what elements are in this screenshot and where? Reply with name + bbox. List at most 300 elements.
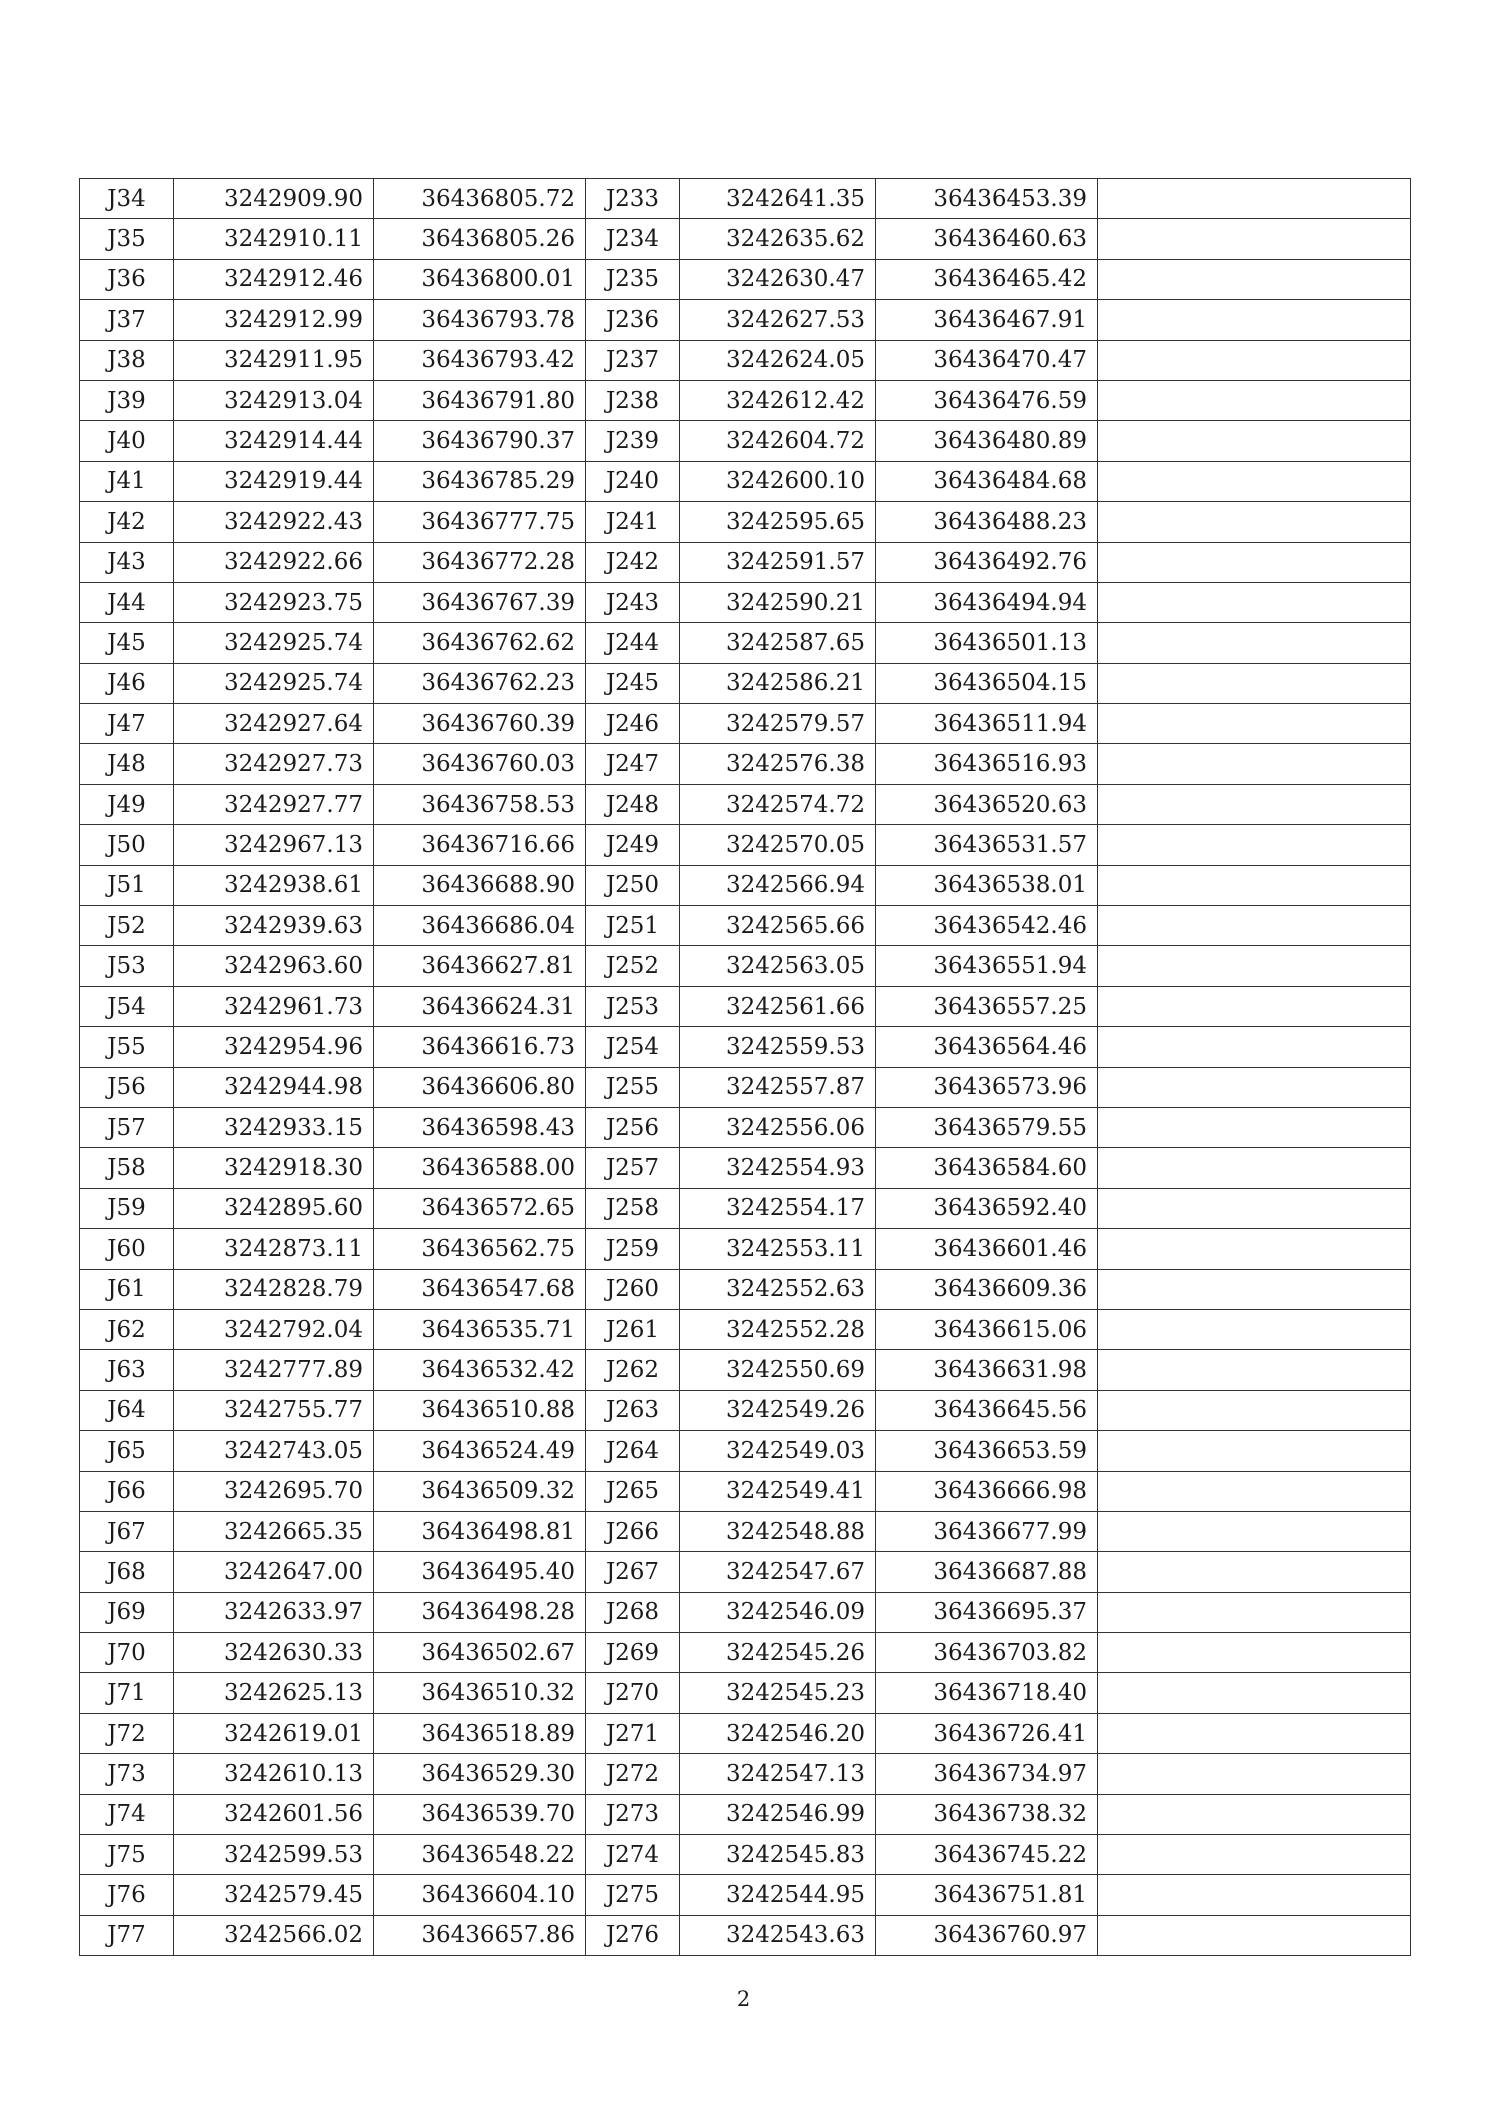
empty-cell <box>1098 380 1411 420</box>
y-coordinate-cell: 36436539.70 <box>374 1794 586 1834</box>
x-coordinate-cell: 3242914.44 <box>174 421 374 461</box>
x-coordinate-cell: 3242599.53 <box>174 1835 374 1875</box>
y-coordinate-cell: 36436492.76 <box>876 542 1098 582</box>
empty-cell <box>1098 1148 1411 1188</box>
y-coordinate-cell: 36436516.93 <box>876 744 1098 784</box>
x-coordinate-cell: 3242544.95 <box>680 1875 876 1915</box>
point-id-cell: J262 <box>586 1350 680 1390</box>
table-row <box>80 986 1411 1026</box>
table-row <box>80 1309 1411 1349</box>
point-id-cell: J57 <box>80 1107 174 1147</box>
y-coordinate-cell: 36436606.80 <box>374 1067 586 1107</box>
y-coordinate-cell: 36436653.59 <box>876 1431 1098 1471</box>
y-coordinate-cell: 36436726.41 <box>876 1713 1098 1753</box>
point-id-cell: J235 <box>586 259 680 299</box>
point-id-cell: J55 <box>80 1027 174 1067</box>
empty-cell <box>1098 1350 1411 1390</box>
empty-cell <box>1098 1269 1411 1309</box>
table-row <box>80 784 1411 824</box>
empty-cell <box>1098 744 1411 784</box>
x-coordinate-cell: 3242627.53 <box>680 300 876 340</box>
y-coordinate-cell: 36436688.90 <box>374 865 586 905</box>
x-coordinate-cell: 3242925.74 <box>174 663 374 703</box>
coordinate-table <box>79 178 1411 1956</box>
y-coordinate-cell: 36436760.39 <box>374 704 586 744</box>
point-id-cell: J259 <box>586 1229 680 1269</box>
empty-cell <box>1098 259 1411 299</box>
point-id-cell: J246 <box>586 704 680 744</box>
x-coordinate-cell: 3242961.73 <box>174 986 374 1026</box>
empty-cell <box>1098 1552 1411 1592</box>
empty-cell <box>1098 1915 1411 1955</box>
point-id-cell: J72 <box>80 1713 174 1753</box>
x-coordinate-cell: 3242912.46 <box>174 259 374 299</box>
y-coordinate-cell: 36436535.71 <box>374 1309 586 1349</box>
y-coordinate-cell: 36436677.99 <box>876 1511 1098 1551</box>
empty-cell <box>1098 1713 1411 1753</box>
point-id-cell: J66 <box>80 1471 174 1511</box>
y-coordinate-cell: 36436453.39 <box>876 179 1098 219</box>
x-coordinate-cell: 3242630.33 <box>174 1633 374 1673</box>
x-coordinate-cell: 3242559.53 <box>680 1027 876 1067</box>
x-coordinate-cell: 3242549.26 <box>680 1390 876 1430</box>
point-id-cell: J62 <box>80 1309 174 1349</box>
y-coordinate-cell: 36436495.40 <box>374 1552 586 1592</box>
point-id-cell: J74 <box>80 1794 174 1834</box>
table-row <box>80 1875 1411 1915</box>
x-coordinate-cell: 3242546.09 <box>680 1592 876 1632</box>
x-coordinate-cell: 3242547.67 <box>680 1552 876 1592</box>
y-coordinate-cell: 36436785.29 <box>374 461 586 501</box>
x-coordinate-cell: 3242755.77 <box>174 1390 374 1430</box>
x-coordinate-cell: 3242579.45 <box>174 1875 374 1915</box>
table-row <box>80 623 1411 663</box>
table-row <box>80 1350 1411 1390</box>
y-coordinate-cell: 36436480.89 <box>876 421 1098 461</box>
empty-cell <box>1098 1592 1411 1632</box>
x-coordinate-cell: 3242612.42 <box>680 380 876 420</box>
x-coordinate-cell: 3242595.65 <box>680 502 876 542</box>
x-coordinate-cell: 3242922.66 <box>174 542 374 582</box>
x-coordinate-cell: 3242590.21 <box>680 582 876 622</box>
x-coordinate-cell: 3242553.11 <box>680 1229 876 1269</box>
point-id-cell: J67 <box>80 1511 174 1551</box>
point-id-cell: J253 <box>586 986 680 1026</box>
y-coordinate-cell: 36436509.32 <box>374 1471 586 1511</box>
x-coordinate-cell: 3242579.57 <box>680 704 876 744</box>
table-row <box>80 340 1411 380</box>
y-coordinate-cell: 36436531.57 <box>876 825 1098 865</box>
table-row <box>80 1511 1411 1551</box>
y-coordinate-cell: 36436551.94 <box>876 946 1098 986</box>
y-coordinate-cell: 36436800.01 <box>374 259 586 299</box>
point-id-cell: J239 <box>586 421 680 461</box>
x-coordinate-cell: 3242922.43 <box>174 502 374 542</box>
empty-cell <box>1098 179 1411 219</box>
table-row <box>80 906 1411 946</box>
empty-cell <box>1098 784 1411 824</box>
empty-cell <box>1098 219 1411 259</box>
x-coordinate-cell: 3242939.63 <box>174 906 374 946</box>
y-coordinate-cell: 36436657.86 <box>374 1915 586 1955</box>
x-coordinate-cell: 3242543.63 <box>680 1915 876 1955</box>
point-id-cell: J47 <box>80 704 174 744</box>
x-coordinate-cell: 3242925.74 <box>174 623 374 663</box>
y-coordinate-cell: 36436532.42 <box>374 1350 586 1390</box>
x-coordinate-cell: 3242954.96 <box>174 1027 374 1067</box>
table-row <box>80 380 1411 420</box>
point-id-cell: J50 <box>80 825 174 865</box>
empty-cell <box>1098 421 1411 461</box>
point-id-cell: J245 <box>586 663 680 703</box>
x-coordinate-cell: 3242549.03 <box>680 1431 876 1471</box>
table-row <box>80 946 1411 986</box>
point-id-cell: J263 <box>586 1390 680 1430</box>
x-coordinate-cell: 3242619.01 <box>174 1713 374 1753</box>
y-coordinate-cell: 36436520.63 <box>876 784 1098 824</box>
point-id-cell: J260 <box>586 1269 680 1309</box>
empty-cell <box>1098 1229 1411 1269</box>
point-id-cell: J250 <box>586 865 680 905</box>
x-coordinate-cell: 3242557.87 <box>680 1067 876 1107</box>
point-id-cell: J38 <box>80 340 174 380</box>
point-id-cell: J257 <box>586 1148 680 1188</box>
y-coordinate-cell: 36436562.75 <box>374 1229 586 1269</box>
y-coordinate-cell: 36436738.32 <box>876 1794 1098 1834</box>
point-id-cell: J234 <box>586 219 680 259</box>
x-coordinate-cell: 3242576.38 <box>680 744 876 784</box>
point-id-cell: J41 <box>80 461 174 501</box>
empty-cell <box>1098 1309 1411 1349</box>
point-id-cell: J49 <box>80 784 174 824</box>
x-coordinate-cell: 3242546.20 <box>680 1713 876 1753</box>
y-coordinate-cell: 36436762.23 <box>374 663 586 703</box>
x-coordinate-cell: 3242600.10 <box>680 461 876 501</box>
y-coordinate-cell: 36436805.72 <box>374 179 586 219</box>
x-coordinate-cell: 3242665.35 <box>174 1511 374 1551</box>
y-coordinate-cell: 36436686.04 <box>374 906 586 946</box>
point-id-cell: J48 <box>80 744 174 784</box>
y-coordinate-cell: 36436758.53 <box>374 784 586 824</box>
y-coordinate-cell: 36436476.59 <box>876 380 1098 420</box>
y-coordinate-cell: 36436547.68 <box>374 1269 586 1309</box>
x-coordinate-cell: 3242630.47 <box>680 259 876 299</box>
y-coordinate-cell: 36436501.13 <box>876 623 1098 663</box>
empty-cell <box>1098 502 1411 542</box>
point-id-cell: J76 <box>80 1875 174 1915</box>
table-row <box>80 1390 1411 1430</box>
y-coordinate-cell: 36436767.39 <box>374 582 586 622</box>
point-id-cell: J58 <box>80 1148 174 1188</box>
y-coordinate-cell: 36436805.26 <box>374 219 586 259</box>
point-id-cell: J261 <box>586 1309 680 1349</box>
y-coordinate-cell: 36436488.23 <box>876 502 1098 542</box>
x-coordinate-cell: 3242556.06 <box>680 1107 876 1147</box>
y-coordinate-cell: 36436627.81 <box>374 946 586 986</box>
y-coordinate-cell: 36436542.46 <box>876 906 1098 946</box>
x-coordinate-cell: 3242546.99 <box>680 1794 876 1834</box>
y-coordinate-cell: 36436470.47 <box>876 340 1098 380</box>
point-id-cell: J256 <box>586 1107 680 1147</box>
x-coordinate-cell: 3242610.13 <box>174 1754 374 1794</box>
x-coordinate-cell: 3242923.75 <box>174 582 374 622</box>
x-coordinate-cell: 3242570.05 <box>680 825 876 865</box>
y-coordinate-cell: 36436573.96 <box>876 1067 1098 1107</box>
y-coordinate-cell: 36436524.49 <box>374 1431 586 1471</box>
y-coordinate-cell: 36436703.82 <box>876 1633 1098 1673</box>
x-coordinate-cell: 3242927.73 <box>174 744 374 784</box>
empty-cell <box>1098 663 1411 703</box>
x-coordinate-cell: 3242963.60 <box>174 946 374 986</box>
point-id-cell: J236 <box>586 300 680 340</box>
empty-cell <box>1098 1067 1411 1107</box>
x-coordinate-cell: 3242545.26 <box>680 1633 876 1673</box>
x-coordinate-cell: 3242912.99 <box>174 300 374 340</box>
table-row <box>80 1148 1411 1188</box>
empty-cell <box>1098 1633 1411 1673</box>
table-row <box>80 1471 1411 1511</box>
empty-cell <box>1098 1673 1411 1713</box>
table-row <box>80 1107 1411 1147</box>
empty-cell <box>1098 1794 1411 1834</box>
y-coordinate-cell: 36436631.98 <box>876 1350 1098 1390</box>
point-id-cell: J233 <box>586 179 680 219</box>
x-coordinate-cell: 3242554.17 <box>680 1188 876 1228</box>
y-coordinate-cell: 36436588.00 <box>374 1148 586 1188</box>
point-id-cell: J56 <box>80 1067 174 1107</box>
x-coordinate-cell: 3242641.35 <box>680 179 876 219</box>
table-row <box>80 421 1411 461</box>
table-row <box>80 744 1411 784</box>
y-coordinate-cell: 36436460.63 <box>876 219 1098 259</box>
y-coordinate-cell: 36436777.75 <box>374 502 586 542</box>
point-id-cell: J237 <box>586 340 680 380</box>
table-row <box>80 1431 1411 1471</box>
point-id-cell: J70 <box>80 1633 174 1673</box>
empty-cell <box>1098 1107 1411 1147</box>
x-coordinate-cell: 3242967.13 <box>174 825 374 865</box>
table-row <box>80 259 1411 299</box>
point-id-cell: J69 <box>80 1592 174 1632</box>
y-coordinate-cell: 36436467.91 <box>876 300 1098 340</box>
y-coordinate-cell: 36436604.10 <box>374 1875 586 1915</box>
table-row <box>80 1633 1411 1673</box>
y-coordinate-cell: 36436502.67 <box>374 1633 586 1673</box>
empty-cell <box>1098 1431 1411 1471</box>
table-row <box>80 1552 1411 1592</box>
empty-cell <box>1098 1471 1411 1511</box>
x-coordinate-cell: 3242792.04 <box>174 1309 374 1349</box>
table-row <box>80 663 1411 703</box>
point-id-cell: J238 <box>586 380 680 420</box>
y-coordinate-cell: 36436791.80 <box>374 380 586 420</box>
x-coordinate-cell: 3242911.95 <box>174 340 374 380</box>
y-coordinate-cell: 36436615.06 <box>876 1309 1098 1349</box>
empty-cell <box>1098 300 1411 340</box>
table-row <box>80 1188 1411 1228</box>
point-id-cell: J59 <box>80 1188 174 1228</box>
empty-cell <box>1098 461 1411 501</box>
point-id-cell: J249 <box>586 825 680 865</box>
point-id-cell: J264 <box>586 1431 680 1471</box>
point-id-cell: J54 <box>80 986 174 1026</box>
point-id-cell: J254 <box>586 1027 680 1067</box>
table-row <box>80 1673 1411 1713</box>
point-id-cell: J65 <box>80 1431 174 1471</box>
x-coordinate-cell: 3242601.56 <box>174 1794 374 1834</box>
x-coordinate-cell: 3242624.05 <box>680 340 876 380</box>
point-id-cell: J247 <box>586 744 680 784</box>
point-id-cell: J265 <box>586 1471 680 1511</box>
point-id-cell: J241 <box>586 502 680 542</box>
point-id-cell: J46 <box>80 663 174 703</box>
x-coordinate-cell: 3242545.23 <box>680 1673 876 1713</box>
x-coordinate-cell: 3242895.60 <box>174 1188 374 1228</box>
table-row <box>80 1754 1411 1794</box>
point-id-cell: J34 <box>80 179 174 219</box>
y-coordinate-cell: 36436751.81 <box>876 1875 1098 1915</box>
x-coordinate-cell: 3242552.28 <box>680 1309 876 1349</box>
x-coordinate-cell: 3242938.61 <box>174 865 374 905</box>
x-coordinate-cell: 3242695.70 <box>174 1471 374 1511</box>
x-coordinate-cell: 3242549.41 <box>680 1471 876 1511</box>
point-id-cell: J244 <box>586 623 680 663</box>
x-coordinate-cell: 3242919.44 <box>174 461 374 501</box>
point-id-cell: J39 <box>80 380 174 420</box>
point-id-cell: J36 <box>80 259 174 299</box>
x-coordinate-cell: 3242561.66 <box>680 986 876 1026</box>
empty-cell <box>1098 704 1411 744</box>
empty-cell <box>1098 946 1411 986</box>
point-id-cell: J53 <box>80 946 174 986</box>
point-id-cell: J242 <box>586 542 680 582</box>
y-coordinate-cell: 36436609.36 <box>876 1269 1098 1309</box>
point-id-cell: J35 <box>80 219 174 259</box>
x-coordinate-cell: 3242873.11 <box>174 1229 374 1269</box>
table-row <box>80 582 1411 622</box>
empty-cell <box>1098 1875 1411 1915</box>
x-coordinate-cell: 3242933.15 <box>174 1107 374 1147</box>
x-coordinate-cell: 3242927.64 <box>174 704 374 744</box>
y-coordinate-cell: 36436695.37 <box>876 1592 1098 1632</box>
y-coordinate-cell: 36436716.66 <box>374 825 586 865</box>
x-coordinate-cell: 3242625.13 <box>174 1673 374 1713</box>
point-id-cell: J275 <box>586 1875 680 1915</box>
table-row <box>80 502 1411 542</box>
point-id-cell: J45 <box>80 623 174 663</box>
point-id-cell: J51 <box>80 865 174 905</box>
table-row <box>80 1067 1411 1107</box>
point-id-cell: J276 <box>586 1915 680 1955</box>
table-row <box>80 1229 1411 1269</box>
table-row <box>80 1915 1411 1955</box>
y-coordinate-cell: 36436548.22 <box>374 1835 586 1875</box>
y-coordinate-cell: 36436760.97 <box>876 1915 1098 1955</box>
x-coordinate-cell: 3242647.00 <box>174 1552 374 1592</box>
y-coordinate-cell: 36436790.37 <box>374 421 586 461</box>
point-id-cell: J77 <box>80 1915 174 1955</box>
empty-cell <box>1098 1027 1411 1067</box>
x-coordinate-cell: 3242563.05 <box>680 946 876 986</box>
x-coordinate-cell: 3242548.88 <box>680 1511 876 1551</box>
y-coordinate-cell: 36436616.73 <box>374 1027 586 1067</box>
page-number: 2 <box>736 1987 751 2011</box>
point-id-cell: J43 <box>80 542 174 582</box>
point-id-cell: J274 <box>586 1835 680 1875</box>
table-row <box>80 1027 1411 1067</box>
x-coordinate-cell: 3242944.98 <box>174 1067 374 1107</box>
empty-cell <box>1098 825 1411 865</box>
point-id-cell: J251 <box>586 906 680 946</box>
empty-cell <box>1098 986 1411 1026</box>
table-row <box>80 1269 1411 1309</box>
y-coordinate-cell: 36436793.78 <box>374 300 586 340</box>
point-id-cell: J268 <box>586 1592 680 1632</box>
x-coordinate-cell: 3242552.63 <box>680 1269 876 1309</box>
x-coordinate-cell: 3242566.94 <box>680 865 876 905</box>
point-id-cell: J270 <box>586 1673 680 1713</box>
point-id-cell: J42 <box>80 502 174 542</box>
x-coordinate-cell: 3242591.57 <box>680 542 876 582</box>
y-coordinate-cell: 36436718.40 <box>876 1673 1098 1713</box>
y-coordinate-cell: 36436510.32 <box>374 1673 586 1713</box>
y-coordinate-cell: 36436687.88 <box>876 1552 1098 1592</box>
table-row <box>80 865 1411 905</box>
point-id-cell: J266 <box>586 1511 680 1551</box>
y-coordinate-cell: 36436579.55 <box>876 1107 1098 1147</box>
point-id-cell: J40 <box>80 421 174 461</box>
table-row <box>80 179 1411 219</box>
point-id-cell: J63 <box>80 1350 174 1390</box>
empty-cell <box>1098 340 1411 380</box>
point-id-cell: J252 <box>586 946 680 986</box>
y-coordinate-cell: 36436538.01 <box>876 865 1098 905</box>
empty-cell <box>1098 623 1411 663</box>
y-coordinate-cell: 36436666.98 <box>876 1471 1098 1511</box>
table-row <box>80 542 1411 582</box>
y-coordinate-cell: 36436772.28 <box>374 542 586 582</box>
empty-cell <box>1098 582 1411 622</box>
x-coordinate-cell: 3242777.89 <box>174 1350 374 1390</box>
y-coordinate-cell: 36436793.42 <box>374 340 586 380</box>
point-id-cell: J44 <box>80 582 174 622</box>
point-id-cell: J68 <box>80 1552 174 1592</box>
table-row <box>80 461 1411 501</box>
point-id-cell: J240 <box>586 461 680 501</box>
x-coordinate-cell: 3242566.02 <box>174 1915 374 1955</box>
point-id-cell: J273 <box>586 1794 680 1834</box>
point-id-cell: J64 <box>80 1390 174 1430</box>
table-row <box>80 825 1411 865</box>
x-coordinate-cell: 3242910.11 <box>174 219 374 259</box>
point-id-cell: J258 <box>586 1188 680 1228</box>
y-coordinate-cell: 36436745.22 <box>876 1835 1098 1875</box>
y-coordinate-cell: 36436584.60 <box>876 1148 1098 1188</box>
empty-cell <box>1098 542 1411 582</box>
y-coordinate-cell: 36436518.89 <box>374 1713 586 1753</box>
point-id-cell: J269 <box>586 1633 680 1673</box>
y-coordinate-cell: 36436572.65 <box>374 1188 586 1228</box>
x-coordinate-cell: 3242633.97 <box>174 1592 374 1632</box>
y-coordinate-cell: 36436598.43 <box>374 1107 586 1147</box>
empty-cell <box>1098 906 1411 946</box>
table-row <box>80 1592 1411 1632</box>
y-coordinate-cell: 36436529.30 <box>374 1754 586 1794</box>
table-row <box>80 1713 1411 1753</box>
y-coordinate-cell: 36436564.46 <box>876 1027 1098 1067</box>
y-coordinate-cell: 36436498.28 <box>374 1592 586 1632</box>
table-row <box>80 300 1411 340</box>
